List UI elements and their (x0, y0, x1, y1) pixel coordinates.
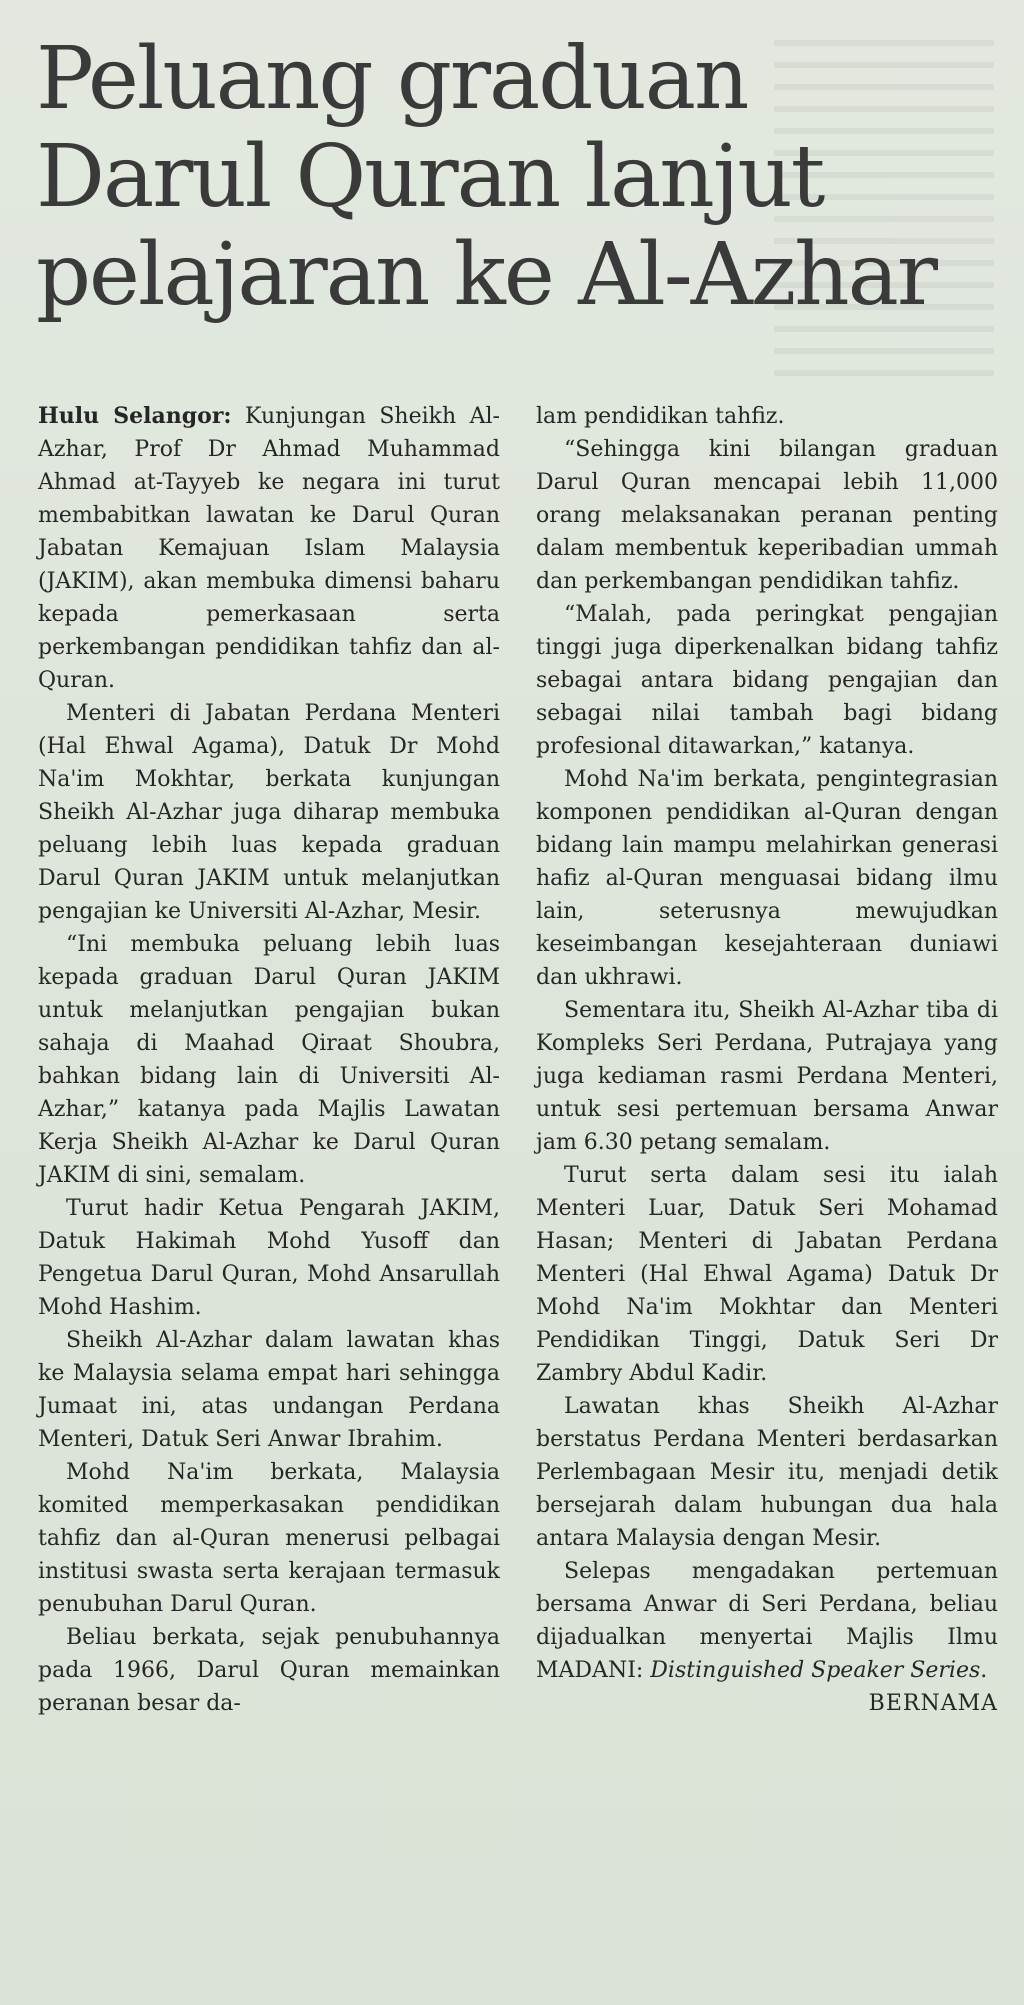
paragraph-2: Menteri di Jabatan Perdana Menteri (Hal Ehwal Agama), Datuk Dr Mohd Na'im Mokhtar, berkata kunjungan Sheikh Al-Azhar juga diharap membuka peluang lebih luas kepada graduan Darul Quran JAKIM untuk melanjutkan pengajian ke Universiti Al-Azhar, Mesir. (38, 701, 500, 924)
paragraph-10: Mohd Na'im berkata, pengintegrasian komponen pendidikan al-Quran dengan bidang lain mampu melahirkan generasi hafiz al-Quran menguasai bidang ilmu lain, seterusnya mewujudkan keseimbangan kesejahteraan duniawi dan ukhrawi. (536, 767, 998, 990)
event-series-name: Distinguished Speaker Series (650, 1658, 981, 1683)
headline-line-2: Darul Quran lanjut (36, 127, 824, 227)
paragraph-3: “Ini membuka peluang lebih luas kepada graduan Darul Quran JAKIM untuk melanjutkan pengajian bukan sahaja di Maahad Qiraat Shoubra, bahkan bidang lain di Universiti Al-Azhar,” katanya pada Majlis Lawatan Kerja Sheikh Al-Azhar ke Darul Quran JAKIM di sini, semalam. (38, 932, 500, 1188)
paragraph-14 (536, 1555, 998, 1687)
paragraph-12: Turut serta dalam sesi itu ialah Menteri Luar, Datuk Seri Mohamad Hasan; Menteri di Jabatan Perdana Menteri (Hal Ehwal Agama) Datuk Dr Mohd Na'im Mokhtar dan Menteri Pendidikan Tinggi, Datuk Seri Dr Zambry Abdul Kadir. (536, 1163, 998, 1386)
headline-line-3: pelajaran ke Al-Azhar (36, 225, 936, 325)
article-body (38, 400, 998, 1980)
paragraph-11: Sementara itu, Sheikh Al-Azhar tiba di Kompleks Seri Perdana, Putrajaya yang juga kediaman rasmi Perdana Menteri, untuk sesi pertemuan bersama Anwar jam 6.30 petang semalam. (536, 998, 998, 1155)
paragraph-14-text: Selepas mengadakan pertemuan bersama Anwar di Seri Perdana, beliau dijadualkan menyertai Majlis Ilmu MADANI: (536, 1559, 998, 1683)
paragraph-6: Mohd Na'im berkata, Malaysia komited memperkasakan pendidikan tahfiz dan al-Quran menerusi pelbagai institusi swasta serta kerajaan termasuk penubuhan Darul Quran. (38, 1460, 500, 1617)
left-column (38, 400, 500, 1980)
dateline: Hulu Selangor: (38, 403, 232, 429)
right-column (536, 400, 998, 1980)
paragraph-14-end: . (980, 1658, 988, 1683)
paragraph-5: Sheikh Al-Azhar dalam lawatan khas ke Malaysia selama empat hari sehingga Jumaat ini, atas undangan Perdana Menteri, Datuk Seri Anwar Ibrahim. (38, 1328, 500, 1452)
paragraph-4: Turut hadir Ketua Pengarah JAKIM, Datuk Hakimah Mohd Yusoff dan Pengetua Darul Quran, Mohd Ansarullah Mohd Hashim. (38, 1196, 500, 1320)
paragraph-7: Beliau berkata, sejak penubuhannya pada 1966, Darul Quran memainkan peranan besar da- (38, 1625, 500, 1716)
paragraph-7-continued: lam pendidikan tahfiz. (536, 404, 785, 429)
paragraph-9: “Malah, pada peringkat pengajian tinggi juga diperkenalkan bidang tahfiz sebagai antara bidang pengajian dan sebagai nilai tambah bagi bidang profesional ditawarkan,” katanya. (536, 602, 998, 759)
headline-line-1: Peluang graduan (36, 29, 748, 129)
paragraph-1 (38, 400, 500, 697)
headline (36, 30, 996, 324)
paragraph-13: Lawatan khas Sheikh Al-Azhar berstatus Perdana Menteri berdasarkan Perlembagaan Mesir itu, menjadi detik bersejarah dalam hubungan dua hala antara Malaysia dengan Mesir. (536, 1394, 998, 1551)
byline-agency: BERNAMA (868, 1691, 998, 1716)
paragraph-8: “Sehingga kini bilangan graduan Darul Quran mencapai lebih 11,000 orang melaksanakan peranan penting dalam membentuk keperibadian ummah dan perkembangan pendidikan tahfiz. (536, 437, 998, 594)
paragraph-1-text: Kunjungan Sheikh Al-Azhar, Prof Dr Ahmad Muhammad Ahmad at-Tayyeb ke negara ini turut membabitkan lawatan ke Darul Quran Jabatan Kemajuan Islam Malaysia (JAKIM), akan membuka dimensi baharu kepada pemerkasaan serta perkembangan pendidikan tahfiz dan al-Quran. (38, 404, 500, 693)
